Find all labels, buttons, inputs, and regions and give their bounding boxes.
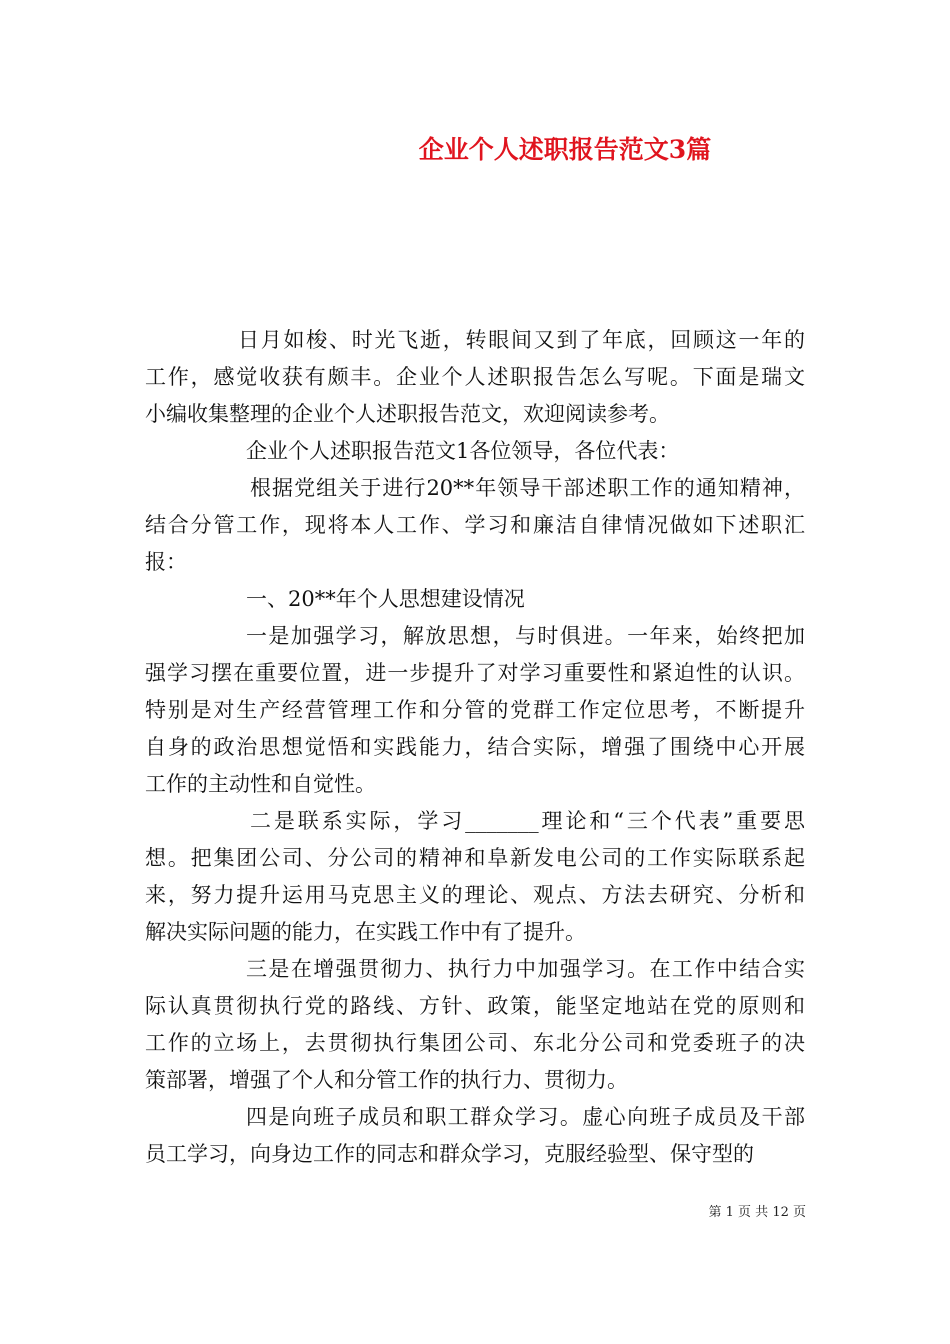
text-line: 四是向班子成员和职工群众学习。虚心向班子成员及干部: [246, 1105, 805, 1129]
text-line: 自身的政治思想觉悟和实践能力，结合实际，增强了围绕中心开展: [145, 735, 805, 759]
text-line: 根据党组关于进行20**年领导干部述职工作的通知精神，: [250, 476, 805, 500]
paragraph: [145, 322, 805, 433]
text-line: 二是联系实际，学习_______理论和“三个代表”重要思: [250, 809, 805, 833]
text-line: 一、20**年个人思想建设情况: [246, 587, 525, 611]
text-line: 工作的立场上，去贯彻执行集团公司、东北分公司和党委班子的决: [145, 1031, 805, 1055]
text-line: 策部署，增强了个人和分管工作的执行力、贯彻力。: [145, 1068, 628, 1092]
text-line: 际认真贯彻执行党的路线、方针、政策，能坚定地站在党的原则和: [145, 994, 805, 1018]
paragraph: [145, 1099, 805, 1173]
document-title: 企业个人述职报告范文3篇: [418, 135, 712, 164]
paragraph: [145, 618, 805, 803]
text-line: 来，努力提升运用马克思主义的理论、观点、方法去研究、分析和: [145, 883, 805, 907]
paragraph: [145, 581, 805, 618]
paragraph: [145, 470, 805, 581]
text-line: 小编收集整理的企业个人述职报告范文，欢迎阅读参考。: [145, 402, 670, 426]
text-line: 工作，感觉收获有颇丰。企业个人述职报告怎么写呢。下面是瑞文: [145, 365, 805, 389]
text-line: 特别是对生产经营管理工作和分管的党群工作定位思考，不断提升: [145, 698, 805, 722]
text-line: 工作的主动性和自觉性。: [145, 772, 376, 796]
text-line: 员工学习，向身边工作的同志和群众学习，克服经验型、保守型的: [145, 1142, 754, 1166]
text-line: 报：: [145, 550, 187, 574]
paragraph: [145, 951, 805, 1099]
text-line: 想。把集团公司、分公司的精神和阜新发电公司的工作实际联系起: [145, 846, 805, 870]
document-body: [145, 322, 805, 1173]
text-line: 一是加强学习，解放思想，与时俱进。一年来，始终把加: [246, 624, 805, 648]
text-line: 强学习摆在重要位置，进一步提升了对学习重要性和紧迫性的认识。: [145, 661, 805, 685]
text-line: 解决实际问题的能力，在实践工作中有了提升。: [145, 920, 586, 944]
page-footer: 第 1 页 共 12 页: [708, 1205, 806, 1220]
paragraph: [145, 803, 805, 951]
paragraph: [145, 433, 805, 470]
text-line: 企业个人述职报告范文1各位领导，各位代表：: [246, 439, 680, 463]
text-line: 三是在增强贯彻力、执行力中加强学习。在工作中结合实: [246, 957, 805, 981]
text-line: 日月如梭、时光飞逝，转眼间又到了年底，回顾这一年的: [238, 328, 805, 352]
text-line: 结合分管工作，现将本人工作、学习和廉洁自律情况做如下述职汇: [145, 513, 805, 537]
